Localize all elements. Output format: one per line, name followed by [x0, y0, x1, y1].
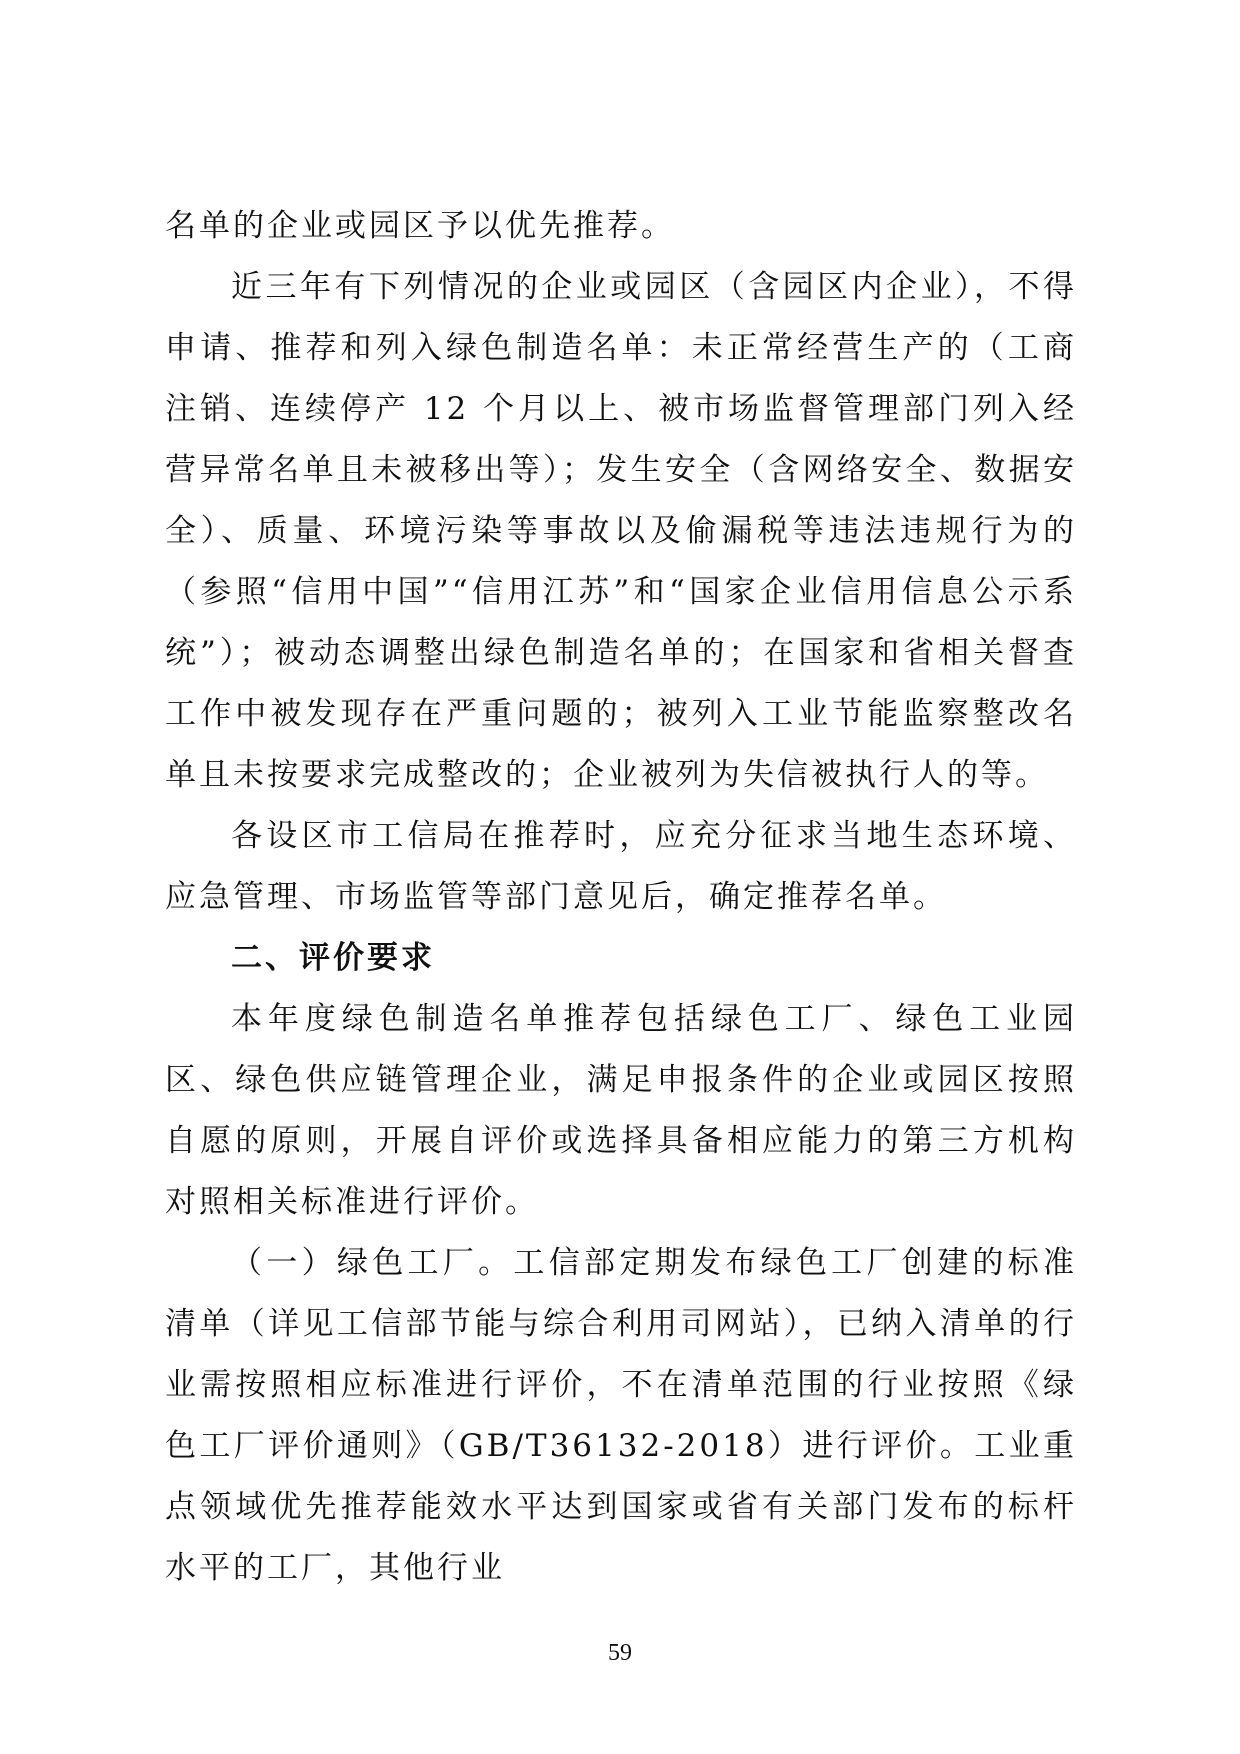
paragraph-recommendation-procedure: 各设区市工信局在推荐时，应充分征求当地生态环境、应急管理、市场监管等部门意见后，确定推荐名单。 [165, 818, 1077, 915]
paragraph-exclusion-conditions: 近三年有下列情况的企业或园区（含园区内企业），不得申请、推荐和列入绿色制造名单：未正常经营生产的（工商注销、连续停产 12 个月以上、被市场监督管理部门列入经营异常名单且未被移出等）；发生安全（含网络安全、数据安全）、质量、环境污染等事故以及偷漏税等违法违规行为的（参照“信用中国”“信用江苏”和“国家企业信用信息公示系统”）；被动态调整出绿色制造名单的；在国家和省相关督查工作中被发现存在严重问题的；被列入工业节能监察整改名单且未按要求完成整改的；企业被列为失信被执行人的等。 [165, 269, 1077, 793]
paragraph-evaluation-scope: 本年度绿色制造名单推荐包括绿色工厂、绿色工业园区、绿色供应链管理企业，满足申报条件的企业或园区按照自愿的原则，开展自评价或选择具备相应能力的第三方机构对照相关标准进行评价。 [165, 1001, 1077, 1220]
section-heading: 二、评价要求 [231, 940, 435, 976]
document-body [165, 196, 1077, 1599]
page-number: 59 [608, 1640, 632, 1666]
paragraph-continuation: 名单的企业或园区予以优先推荐。 [165, 208, 675, 244]
paragraph-green-factory: （一）绿色工厂。工信部定期发布绿色工厂创建的标准清单（详见工信部节能与综合利用司网站），已纳入清单的行业需按照相应标准进行评价，不在清单范围的行业按照《绿色工厂评价通则》（GB/T36132-2018）进行评价。工业重点领域优先推荐能效水平达到国家或省有关部门发布的标杆水平的工厂，其他行业 [165, 1245, 1077, 1586]
